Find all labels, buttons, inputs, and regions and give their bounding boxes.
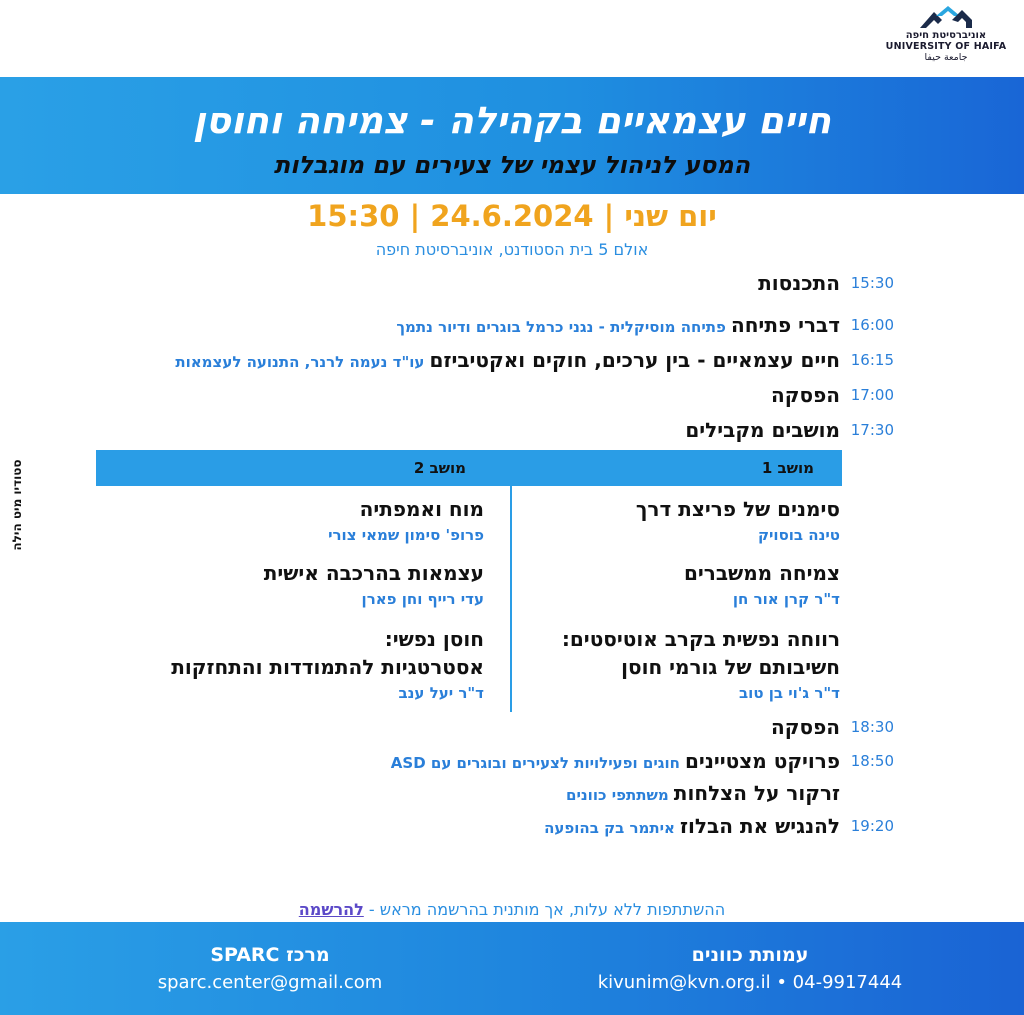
talk-speaker: טינה בוסויק (757, 526, 840, 544)
footer-contact: kivunim@kvn.org.il • 04-9917444 (597, 972, 903, 993)
sessions-header (96, 450, 842, 486)
registration-text: ההשתתפות ללא עלות, אך מותנית בהרשמה מראש - (363, 900, 726, 919)
talk-speaker: ד"ר יעל ענב (398, 684, 484, 702)
agenda-detail: עו"ד נעמה לרנר, התנועה לעצמאות (175, 353, 425, 371)
footer-org-name: מרכז SPARC (210, 944, 330, 966)
agenda-item (20, 271, 840, 295)
talk-title: צמיחה ממשברים (683, 561, 840, 585)
talk-speaker: ד"ר ג'וי בן טוב (739, 684, 840, 702)
university-roof-icon (918, 4, 974, 30)
university-logo (884, 4, 1008, 63)
event-date: יום שני | 24.6.2024 | 15:30 (307, 199, 717, 233)
talk-title: מוח ואמפתיה (359, 497, 484, 521)
talk-speaker: פרופ' סימון שמאי צורי (328, 526, 484, 544)
agenda-title: דברי פתיחה (730, 313, 840, 337)
talk-speaker: עדי רייף וחן פארן (361, 590, 484, 608)
session-1-label: מושב 1 (761, 459, 814, 477)
agenda-item (20, 418, 840, 442)
session-talk (520, 625, 840, 705)
agenda-item (20, 313, 840, 337)
agenda-title: התכנסות (758, 271, 840, 295)
agenda-time: 17:30 (850, 421, 894, 439)
agenda-item (20, 348, 840, 372)
agenda-title: הפסקה (771, 383, 840, 407)
logo-hebrew: אוניברסיטת חיפה (905, 30, 987, 41)
agenda-detail: איתמר בק בהופעה (544, 819, 675, 837)
agenda-title: פרויקט מצטיינים (685, 749, 840, 773)
agenda-item (20, 383, 840, 407)
agenda-time: 16:00 (850, 316, 894, 334)
agenda-item (20, 781, 840, 805)
talk-title: חוסן נפשי: (384, 627, 484, 651)
logo-arabic: جامعة حيفا (924, 52, 968, 63)
sessions-divider (510, 450, 512, 712)
page-subtitle: המסע לניהול עצמי של צעירים עם מוגבלות (273, 151, 751, 179)
agenda-time: 16:15 (850, 351, 894, 369)
footer-contact: sparc.center@gmail.com (157, 972, 383, 993)
agenda-item (20, 749, 840, 773)
registration-link[interactable]: להרשמה (298, 900, 364, 919)
agenda-title: מושבים מקבילים (685, 418, 840, 442)
agenda-time: 15:30 (850, 274, 894, 292)
agenda-time: 18:50 (850, 752, 894, 770)
agenda-title: חיים עצמאיים - בין ערכים, חוקים ואקטיביזם (429, 348, 840, 372)
footer-sparc (110, 944, 430, 993)
agenda-title: הפסקה (771, 715, 840, 739)
agenda-item (20, 715, 840, 739)
agenda-title: להנגיש את הבלוז (680, 814, 840, 838)
session-talk (520, 495, 840, 547)
footer-kivunim (560, 944, 940, 993)
session-talk (520, 559, 840, 611)
talk-title-line2: אסטרטגיות להתמודדות והתחזקות (171, 655, 484, 679)
event-venue: אולם 5 בית הסטודנט, אוניברסיטת חיפה (375, 240, 649, 259)
design-credit-text: סטודיו מיט הילה (10, 459, 24, 551)
page-title: חיים עצמאיים בקהילה - צמיחה וחוסן (192, 99, 832, 142)
session-talk (84, 559, 484, 611)
talk-title-line2: חשיבותם של גורמי חוסן (621, 655, 840, 679)
agenda-time: 19:20 (850, 817, 894, 835)
agenda-title: זרקור על הצלחות (673, 781, 840, 805)
agenda-time: 17:00 (850, 386, 894, 404)
agenda-detail: משתתפי כוונים (566, 786, 669, 804)
agenda-time: 18:30 (850, 718, 894, 736)
design-credit (4, 440, 30, 570)
agenda-item (20, 814, 840, 838)
agenda-detail: חוגים ופעילויות לצעירים ובוגרים עם ASD (390, 754, 680, 772)
session-talk (84, 495, 484, 547)
registration-note (0, 900, 1024, 919)
agenda-detail: פתיחה מוסיקלית - נגני כרמל בוגרים ודיור נתמך (396, 318, 726, 336)
talk-title: עצמאות בהרכבה אישית (263, 561, 484, 585)
footer-org-name: עמותת כוונים (691, 944, 809, 966)
session-2-label: מושב 2 (413, 459, 466, 477)
logo-english: UNIVERSITY OF HAIFA (885, 41, 1007, 52)
talk-speaker: ד"ר קרן אור חן (732, 590, 840, 608)
talk-title: רווחה נפשית בקרב אוטיסטים: (561, 627, 840, 651)
session-talk (64, 625, 484, 705)
talk-title: סימנים של פריצת דרך (635, 497, 840, 521)
